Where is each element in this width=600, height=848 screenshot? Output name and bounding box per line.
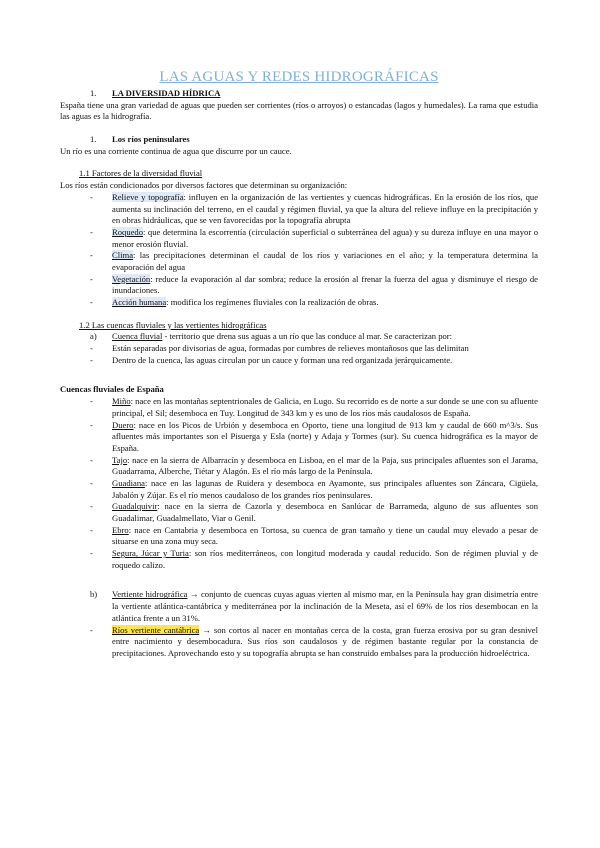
cuenca-characteristics <box>60 343 538 366</box>
item-text: : influyen en la organización de las vertientes y cuencas hidrográficas. En la erosión de los ríos, que aumenta su inclinación del terreno, en el caudal y régimen fluvial, ya que la altura del relieve influye en la precipitación y en obras hidráulicas, que se ven favorecidas por la topografía abrupta <box>112 191 539 226</box>
term-highlight: Relieve y topografía <box>112 191 184 202</box>
page-title: LAS AGUAS Y REDES HIDROGRÁFICAS <box>159 69 439 85</box>
section-title: Los ríos peninsulares <box>112 134 190 145</box>
item-label: a) <box>90 331 97 342</box>
list-item <box>60 250 538 273</box>
item-text: : nace en las montañas septentrionales de Galicia, en Lugo. Su recorrido es de norte a sur donde se une con su afluente principal, el Sil; desemboca en Tuy. Longitud de 343 km y es uno de los ríos más caudalosos de España. <box>112 396 538 418</box>
item-text: : las precipitaciones determinan el caudal de los ríos y variaciones en el año; y la temperatura determina la evaporación del agua <box>112 250 538 272</box>
item-text: : que determina la escorrentía (circulación superficial o subterránea del agua) y su dureza influye en una mayor o menor erosión fluvial. <box>112 226 538 249</box>
list-item: - Dentro de la cuenca, las aguas circulan por un cauce y forman una red organizada jerárquicamente. <box>60 355 538 367</box>
item-text: : reduce la evaporación al dar sombra; reduce la erosión al frenar la fuerza del agua y disminuye el riesgo de inundaciones. <box>112 273 538 296</box>
item-text: : nace en la sierra de Cazorla y desemboca en Sanlúcar de Barrameda, alguno de sus afluentes son Guadalimar, Guadalmellato, Viar o Genil. <box>112 501 538 523</box>
list-item <box>60 501 538 524</box>
list-item <box>60 478 538 501</box>
term: Vertiente hidrográfica <box>112 589 188 600</box>
list-item <box>60 420 538 455</box>
list-item <box>60 548 538 571</box>
cuencas-heading: Cuencas fluviales de España <box>60 384 164 395</box>
subsection-intro: Los ríos están condicionados por diversos factores que determinan su organización: <box>60 180 348 191</box>
river-name: Duero <box>112 419 134 430</box>
cuencas-list <box>60 396 538 571</box>
list-item <box>60 274 538 297</box>
item-label: b) <box>90 589 98 600</box>
list-item <box>60 192 538 227</box>
section-intro: España tiene una gran variedad de aguas que pueden ser corrientes (ríos o arroyos) o estancadas (lagos y humedales). La rama que estudia las aguas es la hidrografía. <box>60 99 538 122</box>
list-item <box>60 625 538 660</box>
term: Cuenca fluvial <box>112 331 163 342</box>
river-name: Guadalquivir <box>112 501 158 512</box>
section-title: LA DIVERSIDAD HÍDRICA <box>112 88 221 98</box>
list-item: - Están separadas por divisorias de agua, formadas por cumbres de relieves montañosos que las delimitan <box>60 343 538 355</box>
river-name: Tajo <box>112 454 128 465</box>
term-highlight: Acción humana <box>112 297 167 307</box>
river-name: Segura, Júcar y Turia <box>112 548 189 559</box>
river-name: Guadiana <box>112 477 145 488</box>
item-text: : nace en los Picos de Urbión y desemboca en Oporto, tiene una longitud de 913 km y caudal de 660 m^3/s. Sus afluentes más importantes son el Pisuerga y Esla (norte) y Adaja y Tormes (sur). Su cuenca hidrográfica es la mayor de España. <box>112 419 538 453</box>
item-text: : modifica los regímenes fluviales con la realización de obras. <box>166 297 379 307</box>
factors-list <box>60 192 538 309</box>
vertiente-definition <box>60 589 538 624</box>
term-highlight: Vegetación <box>112 273 151 284</box>
item-text: : nace en la sierra de Albarracín y desemboca en Lisboa, en el mar de la Paja, sus principales afluentes son el Jarama, Guadarrama, Alberche, Tiétar y Alagón. Es el río más largo de la Península. <box>112 454 538 477</box>
item-text: → son cortos al nacer en montañas cerca de la costa, gran fuerza erosiva por su gran desnivel entre nacimiento y desembocadura. Sus ríos son caudalosos y de régimen bastante regular por la constancia de precipitaciones. Aprovechando esto y su topografía abrupta se han construido embalses para la producción hidroeléctrica. <box>112 624 538 658</box>
section-number: 1. <box>90 134 97 145</box>
list-item <box>60 396 538 419</box>
list-item <box>60 297 538 309</box>
item-text: : nace en Cantabria y desemboca en Tortosa, su cuenca de gran tamaño y tiene un caudal muy elevado a pesar de situarse en una zona muy seca. <box>112 524 538 547</box>
document-content <box>60 68 538 660</box>
river-name: Ebro <box>112 524 129 535</box>
list-item <box>60 455 538 478</box>
term-highlight: Clima <box>112 250 134 261</box>
list-item <box>60 227 538 250</box>
item-text: : nace en las lagunas de Ruidera y desemboca en Ayamonte, sus principales afluentes son Záncara, Cigüela, Jabalón y Zújar. Es el río menos caudaloso de los grandes ríos peninsulares. <box>112 477 538 500</box>
section-heading-diversidad <box>60 88 538 100</box>
river-name: Miño <box>112 396 131 407</box>
term-highlight: Ríos vertiente cantábrica <box>112 624 200 635</box>
item-text: : son ríos mediterráneos, con longitud moderada y caudal reducido. Son de régimen pluvial y de roquedo calizo. <box>112 548 538 570</box>
cuenca-definition <box>60 331 538 343</box>
section-heading-rios <box>60 134 538 146</box>
term-highlight: Roquedo <box>112 226 144 237</box>
vertiente-list <box>60 625 538 660</box>
item-text: - territorio que drena sus aguas a un río que las conduce al mar. Se caracterizan por: <box>162 331 453 342</box>
subsection-heading-factores: 1.1 Factores de la diversidad fluvial <box>79 168 203 179</box>
section-intro: Un río es una corriente continua de agua que discurre por un cauce. <box>60 145 292 156</box>
item-text: → conjunto de cuencas cuyas aguas vierten al mismo mar, en la Península hay gran disimetría entre la vertiente atlántica-cantábrica y mediterránea por la inclinación de la Meseta, así el 69% de los ríos desembocan en la atlántica frente a un 31%. <box>112 589 538 623</box>
subsection-heading-cuencas: 1.2 Las cuencas fluviales y las vertientes hidrográficas <box>79 319 267 330</box>
list-item <box>60 525 538 548</box>
section-number: 1. <box>90 88 97 98</box>
